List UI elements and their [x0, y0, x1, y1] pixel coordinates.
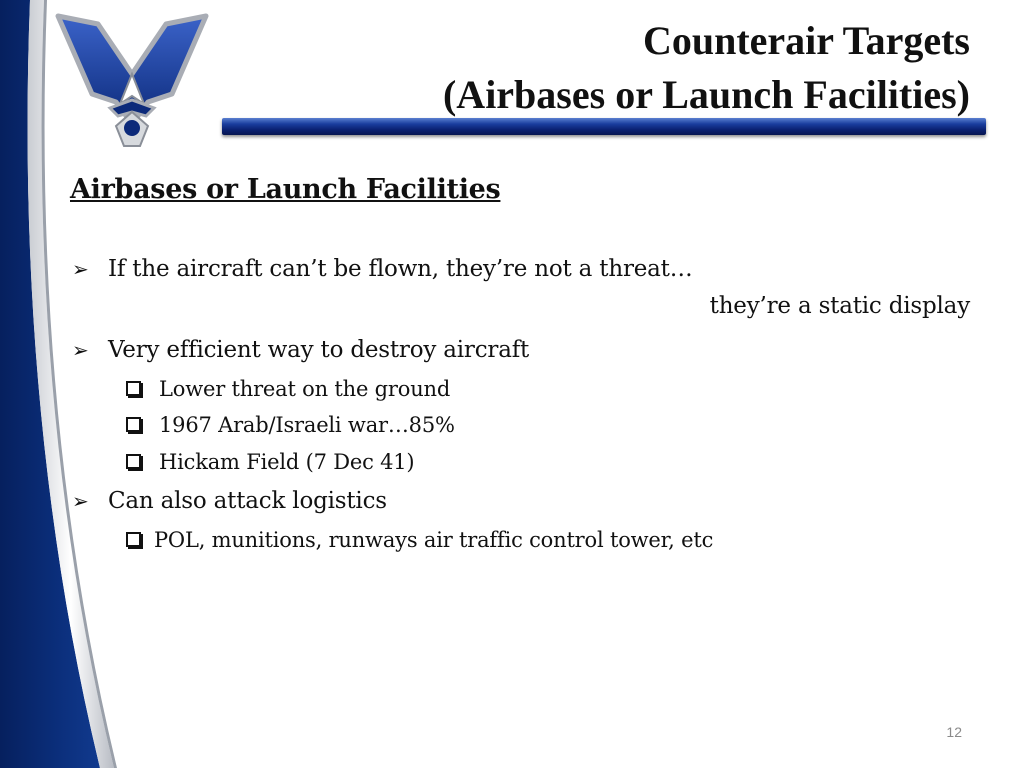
bullet-text: Very efficient way to destroy aircraft: [108, 337, 530, 363]
sub-bullet-text: POL, munitions, runways air traffic control tower, etc: [154, 528, 714, 552]
shadowed-box-bullet-icon: [126, 454, 141, 469]
sub-bullet-text: Hickam Field (7 Dec 41): [159, 450, 415, 474]
arrowhead-bullet-icon: ➢: [72, 489, 89, 513]
shadowed-box-bullet-icon: [126, 532, 141, 547]
shadowed-box-bullet-icon: [126, 417, 141, 432]
sub-bullet-item: [126, 450, 414, 474]
air-force-wings-logo-icon: [52, 4, 212, 152]
title-underline-bar: [222, 118, 986, 135]
bullet-item: [72, 488, 387, 514]
bullet-item: [72, 337, 529, 363]
bullet-text: If the aircraft can’t be flown, they’re not a threat…: [108, 256, 693, 282]
sub-bullet-item: [126, 413, 455, 437]
arrowhead-bullet-icon: ➢: [72, 338, 89, 362]
sub-bullet-item: [126, 377, 450, 401]
arrowhead-bullet-icon: ➢: [72, 257, 89, 281]
slide-title-line-1: Counterair Targets: [642, 18, 970, 63]
slide-title: [210, 14, 970, 122]
bullet-text: Can also attack logistics: [108, 488, 387, 514]
sub-bullet-text: Lower threat on the ground: [159, 377, 451, 401]
sub-bullet-item: [126, 528, 713, 552]
bullet-item: [72, 256, 693, 282]
bullet-continuation: they’re a static display: [709, 293, 970, 319]
page-number: 12: [946, 724, 962, 740]
sub-bullet-text: 1967 Arab/Israeli war…85%: [159, 413, 455, 437]
shadowed-box-bullet-icon: [126, 381, 141, 396]
section-subheading: Airbases or Launch Facilities: [70, 174, 501, 205]
slide-title-line-2: (Airbases or Launch Facilities): [442, 72, 970, 117]
